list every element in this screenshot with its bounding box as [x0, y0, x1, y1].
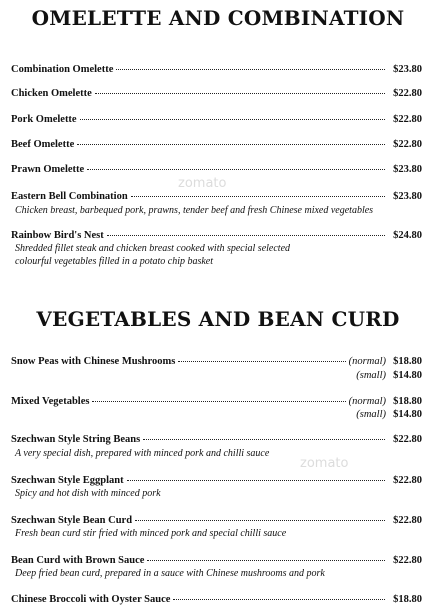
- menu-item-chinese-broccoli: [11, 594, 422, 605]
- item-price: $23.80: [393, 164, 422, 175]
- menu-item-combination-omelette: [11, 64, 422, 75]
- item-price-small: $14.80: [393, 370, 422, 381]
- leader-dots: [178, 361, 345, 362]
- item-price: $18.80: [393, 356, 422, 367]
- item-price-small: $14.80: [393, 409, 422, 420]
- item-price: $22.80: [393, 515, 422, 526]
- menu-item-eastern-bell-combination: [11, 191, 422, 202]
- leader-dots: [87, 169, 385, 170]
- section-title-vegetables: VEGETABLES AND BEAN CURD: [36, 307, 400, 331]
- menu-item-szechwan-eggplant: [11, 475, 422, 486]
- watermark: zomato: [178, 176, 227, 191]
- item-price: $24.80: [393, 230, 422, 241]
- item-price: $22.80: [393, 114, 422, 125]
- item-name: Snow Peas with Chinese Mushrooms: [11, 356, 176, 367]
- menu-item-bean-curd-brown-sauce: [11, 555, 422, 566]
- item-price: $23.80: [393, 191, 422, 202]
- item-name: Combination Omelette: [11, 64, 114, 75]
- leader-dots: [147, 560, 385, 561]
- item-name: Szechwan Style Bean Curd: [11, 515, 133, 526]
- menu-item-snow-peas-small: [11, 370, 422, 381]
- item-description: Deep fried bean curd, prepared in a sauce with Chinese mushrooms and pork: [15, 568, 325, 579]
- item-name: Rainbow Bird's Nest: [11, 230, 104, 241]
- menu-item-prawn-omelette: [11, 164, 422, 175]
- item-name: Mixed Vegetables: [11, 396, 90, 407]
- item-price: $22.80: [393, 434, 422, 445]
- item-price: $22.80: [393, 88, 422, 99]
- menu-item-beef-omelette: [11, 139, 422, 150]
- leader-dots: [95, 93, 385, 94]
- leader-dots: [127, 480, 385, 481]
- item-price: $23.80: [393, 64, 422, 75]
- item-price: $22.80: [393, 475, 422, 486]
- item-name: Pork Omelette: [11, 114, 77, 125]
- section-title-omelette: OMELETTE AND COMBINATION: [31, 6, 405, 30]
- leader-dots: [135, 520, 385, 521]
- item-name: Chinese Broccoli with Oyster Sauce: [11, 594, 171, 605]
- leader-dots: [80, 119, 385, 120]
- menu-item-pork-omelette: [11, 114, 422, 125]
- watermark: zomato: [300, 456, 349, 471]
- menu-item-mixed-vegetables-small: [11, 409, 422, 420]
- item-price: $22.80: [393, 555, 422, 566]
- menu-item-snow-peas: [11, 356, 422, 367]
- item-price: $18.80: [393, 396, 422, 407]
- menu-item-chicken-omelette: [11, 88, 422, 99]
- portion-small: (small): [356, 409, 386, 420]
- item-description-line-1: Shredded fillet steak and chicken breast cooked with special selected: [15, 243, 291, 254]
- item-name: Prawn Omelette: [11, 164, 85, 175]
- portion-normal: (normal): [348, 356, 386, 367]
- item-name: Szechwan Style Eggplant: [11, 475, 124, 486]
- item-name: Chicken Omelette: [11, 88, 92, 99]
- item-description: A very special dish, prepared with minced pork and chilli sauce: [15, 448, 270, 459]
- item-description: Fresh bean curd stir fried with minced pork and special chilli sauce: [15, 528, 287, 539]
- menu-item-mixed-vegetables: [11, 396, 422, 407]
- leader-dots: [143, 439, 385, 440]
- leader-dots: [173, 599, 385, 600]
- leader-dots: [77, 144, 385, 145]
- leader-dots: [92, 401, 345, 402]
- item-name: Beef Omelette: [11, 139, 75, 150]
- item-price: $18.80: [393, 594, 422, 605]
- menu-item-szechwan-string-beans: [11, 434, 422, 445]
- portion-normal: (normal): [348, 396, 386, 407]
- leader-dots: [131, 196, 385, 197]
- menu-item-rainbow-birds-nest: [11, 230, 422, 241]
- item-description: Spicy and hot dish with minced pork: [15, 488, 161, 499]
- menu-item-szechwan-bean-curd: [11, 515, 422, 526]
- item-name: Szechwan Style String Beans: [11, 434, 141, 445]
- item-name: Bean Curd with Brown Sauce: [11, 555, 145, 566]
- item-name: Eastern Bell Combination: [11, 191, 128, 202]
- leader-dots: [116, 69, 385, 70]
- item-price: $22.80: [393, 139, 422, 150]
- item-description-line-2: colourful vegetables filled in a potato chip basket: [15, 256, 214, 267]
- leader-dots: [107, 235, 385, 236]
- item-description: Chicken breast, barbequed pork, prawns, tender beef and fresh Chinese mixed vegetables: [15, 205, 374, 216]
- portion-small: (small): [356, 370, 386, 381]
